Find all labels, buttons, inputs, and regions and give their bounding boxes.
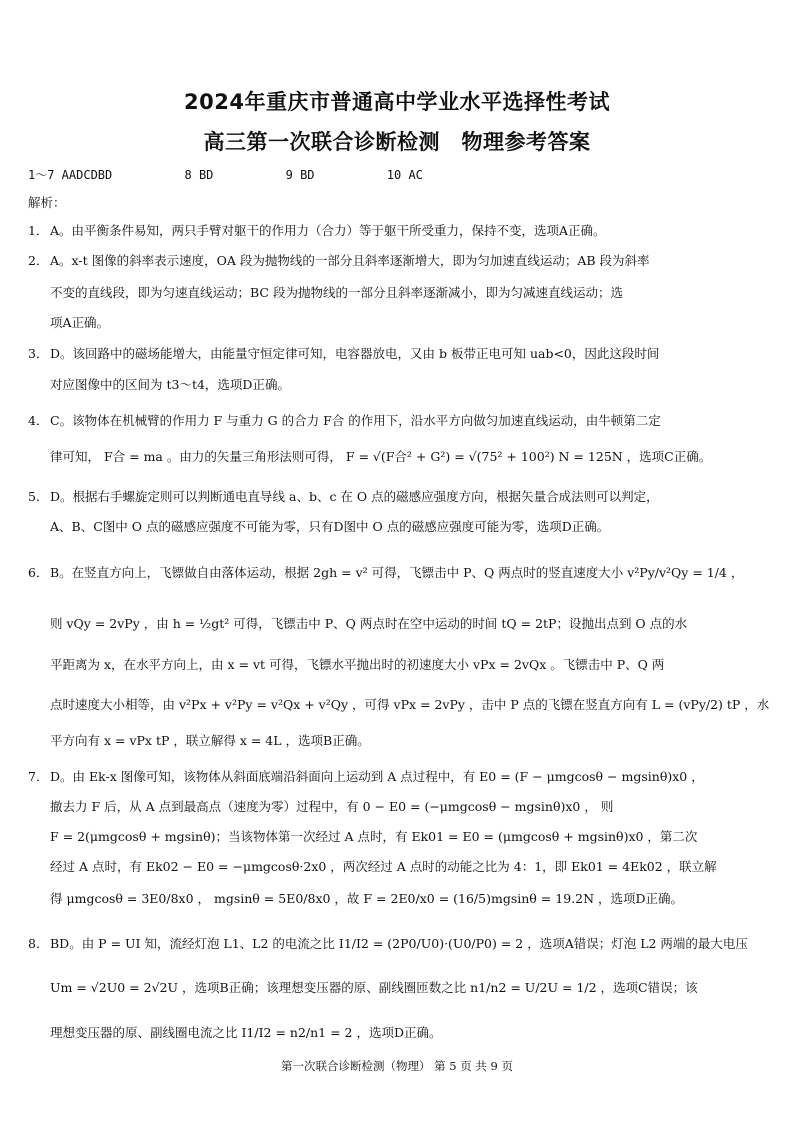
page-footer: 第一次联合诊断检测（物理） 第 5 页 共 9 页	[280, 1059, 514, 1073]
exam-subtitle: 高三第一次联合诊断检测 物理参考答案	[203, 130, 591, 154]
item-number: 5．	[28, 489, 49, 504]
item-line: 经过 A 点时，有 Ek02 − E0 = −μmgcosθ·2x0 ，两次经过 A 点时的动能之比为 4：1，即 Ek01 = 4Ek02 ，联立解	[50, 859, 717, 874]
item-number: 3．	[28, 346, 49, 361]
item-line: 理想变压器的原、副线圈电流之比 I1/I2 = n2/n1 = 2 ，选项D正确。	[50, 1025, 442, 1040]
item-line: 律可知， F合 = ma 。由力的矢量三角形法则可得， F = √(F合² + G²) = √(75² + 100²) N = 125N ，选项C正确。	[50, 449, 712, 464]
item-line: A。由平衡条件易知，两只手臂对躯干的作用力（合力）等于躯干所受重力，保持不变，选项A正确。	[50, 223, 606, 238]
item-number: 4．	[28, 413, 49, 428]
item-number: 6．	[28, 565, 49, 580]
exam-title: 2024年重庆市普通高中学业水平选择性考试	[184, 90, 610, 114]
item-line: Um = √2U0 = 2√2U ，选项B正确；该理想变压器的原、副线圈匝数之比 n1/n2 = U/2U = 1/2 ，选项C错误；该	[50, 980, 698, 995]
item-line: 平距离为 x，在水平方向上，由 x = vt 可得，飞镖水平抛出时的初速度大小 vPx = 2vQx 。飞镖击中 P、Q 两	[50, 657, 665, 672]
item-line: D。该回路中的磁场能增大，由能量守恒定律可知，电容器放电，又由 b 板带正电可知 uab<0，因此这段时间	[50, 346, 660, 361]
item-number: 8．	[28, 936, 49, 951]
item-line: 平方向有 x = vPx tP ，联立解得 x = 4L ，选项B正确。	[50, 733, 370, 748]
item-line: A、B、C图中 O 点的磁感应强度不可能为零，只有D图中 O 点的磁感应强度可能为零，选项D正确。	[50, 519, 610, 534]
item-line: A。x-t 图像的斜率表示速度，OA 段为抛物线的一部分且斜率逐渐增大，即为匀加速直线运动；AB 段为斜率	[50, 253, 650, 268]
item-line: 对应图像中的区间为 t3～t4，选项D正确。	[50, 377, 290, 392]
item-line: 项A正确。	[50, 315, 110, 330]
item-line: F = 2(μmgcosθ + mgsinθ)；当该物体第一次经过 A 点时，有 Ek01 = E0 = (μmgcosθ + mgsinθ)x0 ，第二次	[50, 829, 698, 844]
item-line: C。该物体在机械臂的作用力 F 与重力 G 的合力 F合 的作用下，沿水平方向做匀加速直线运动，由牛顿第二定	[50, 413, 661, 428]
item-line: D。根据右手螺旋定则可以判断通电直导线 a、b、c 在 O 点的磁感应强度方向，根据矢量合成法则可以判定，	[50, 489, 659, 504]
item-number: 7．	[28, 769, 49, 784]
item-line: 则 vQy = 2vPy ，由 h = ½gt² 可得，飞镖击中 P、Q 两点时在空中运动的时间 tQ = 2tP；设抛出点到 O 点的水	[50, 616, 688, 631]
item-line: B。在竖直方向上，飞镖做自由落体运动，根据 2gh = v² 可得，飞镖击中 P、Q 两点时的竖直速度大小 v²Py/v²Qy = 1/4 ，	[50, 565, 744, 580]
item-line: 撤去力 F 后，从 A 点到最高点（速度为零）过程中，有 0 − E0 = (−μmgcosθ − mgsinθ)x0 ， 则	[50, 799, 614, 814]
item-line: 得 μmgcosθ = 3E0/8x0 ， mgsinθ = 5E0/8x0 ，故 F = 2E0/x0 = (16/5)mgsinθ = 19.2N ，选项D正确。	[50, 891, 684, 906]
item-line: BD。由 P = UI 知，流经灯泡 L1、L2 的电流之比 I1/I2 = (2P0/U0)·(U0/P0) = 2 ，选项A错误；灯泡 L2 两端的最大电压	[50, 936, 748, 951]
analysis-label: 解析：	[28, 195, 66, 210]
answer-key: 1～7 AADCDBD 8 BD 9 BD 10 AC	[28, 168, 423, 182]
item-line: D。由 Ek-x 图像可知，该物体从斜面底端沿斜面向上运动到 A 点过程中，有 E0 = (F − μmgcosθ − mgsinθ)x0 ，	[50, 769, 704, 784]
item-number: 1．	[28, 223, 49, 238]
item-line: 不变的直线段，即为匀速直线运动；BC 段为抛物线的一部分且斜率逐渐减小，即为匀减速直线运动；选	[50, 285, 623, 300]
item-number: 2．	[28, 253, 49, 268]
item-line: 点时速度大小相等，由 v²Px + v²Py = v²Qx + v²Qy ，可得 vPx = 2vPy ，击中 P 点的飞镖在竖直方向有 L = (vPy/2) tP ，水	[50, 697, 770, 712]
